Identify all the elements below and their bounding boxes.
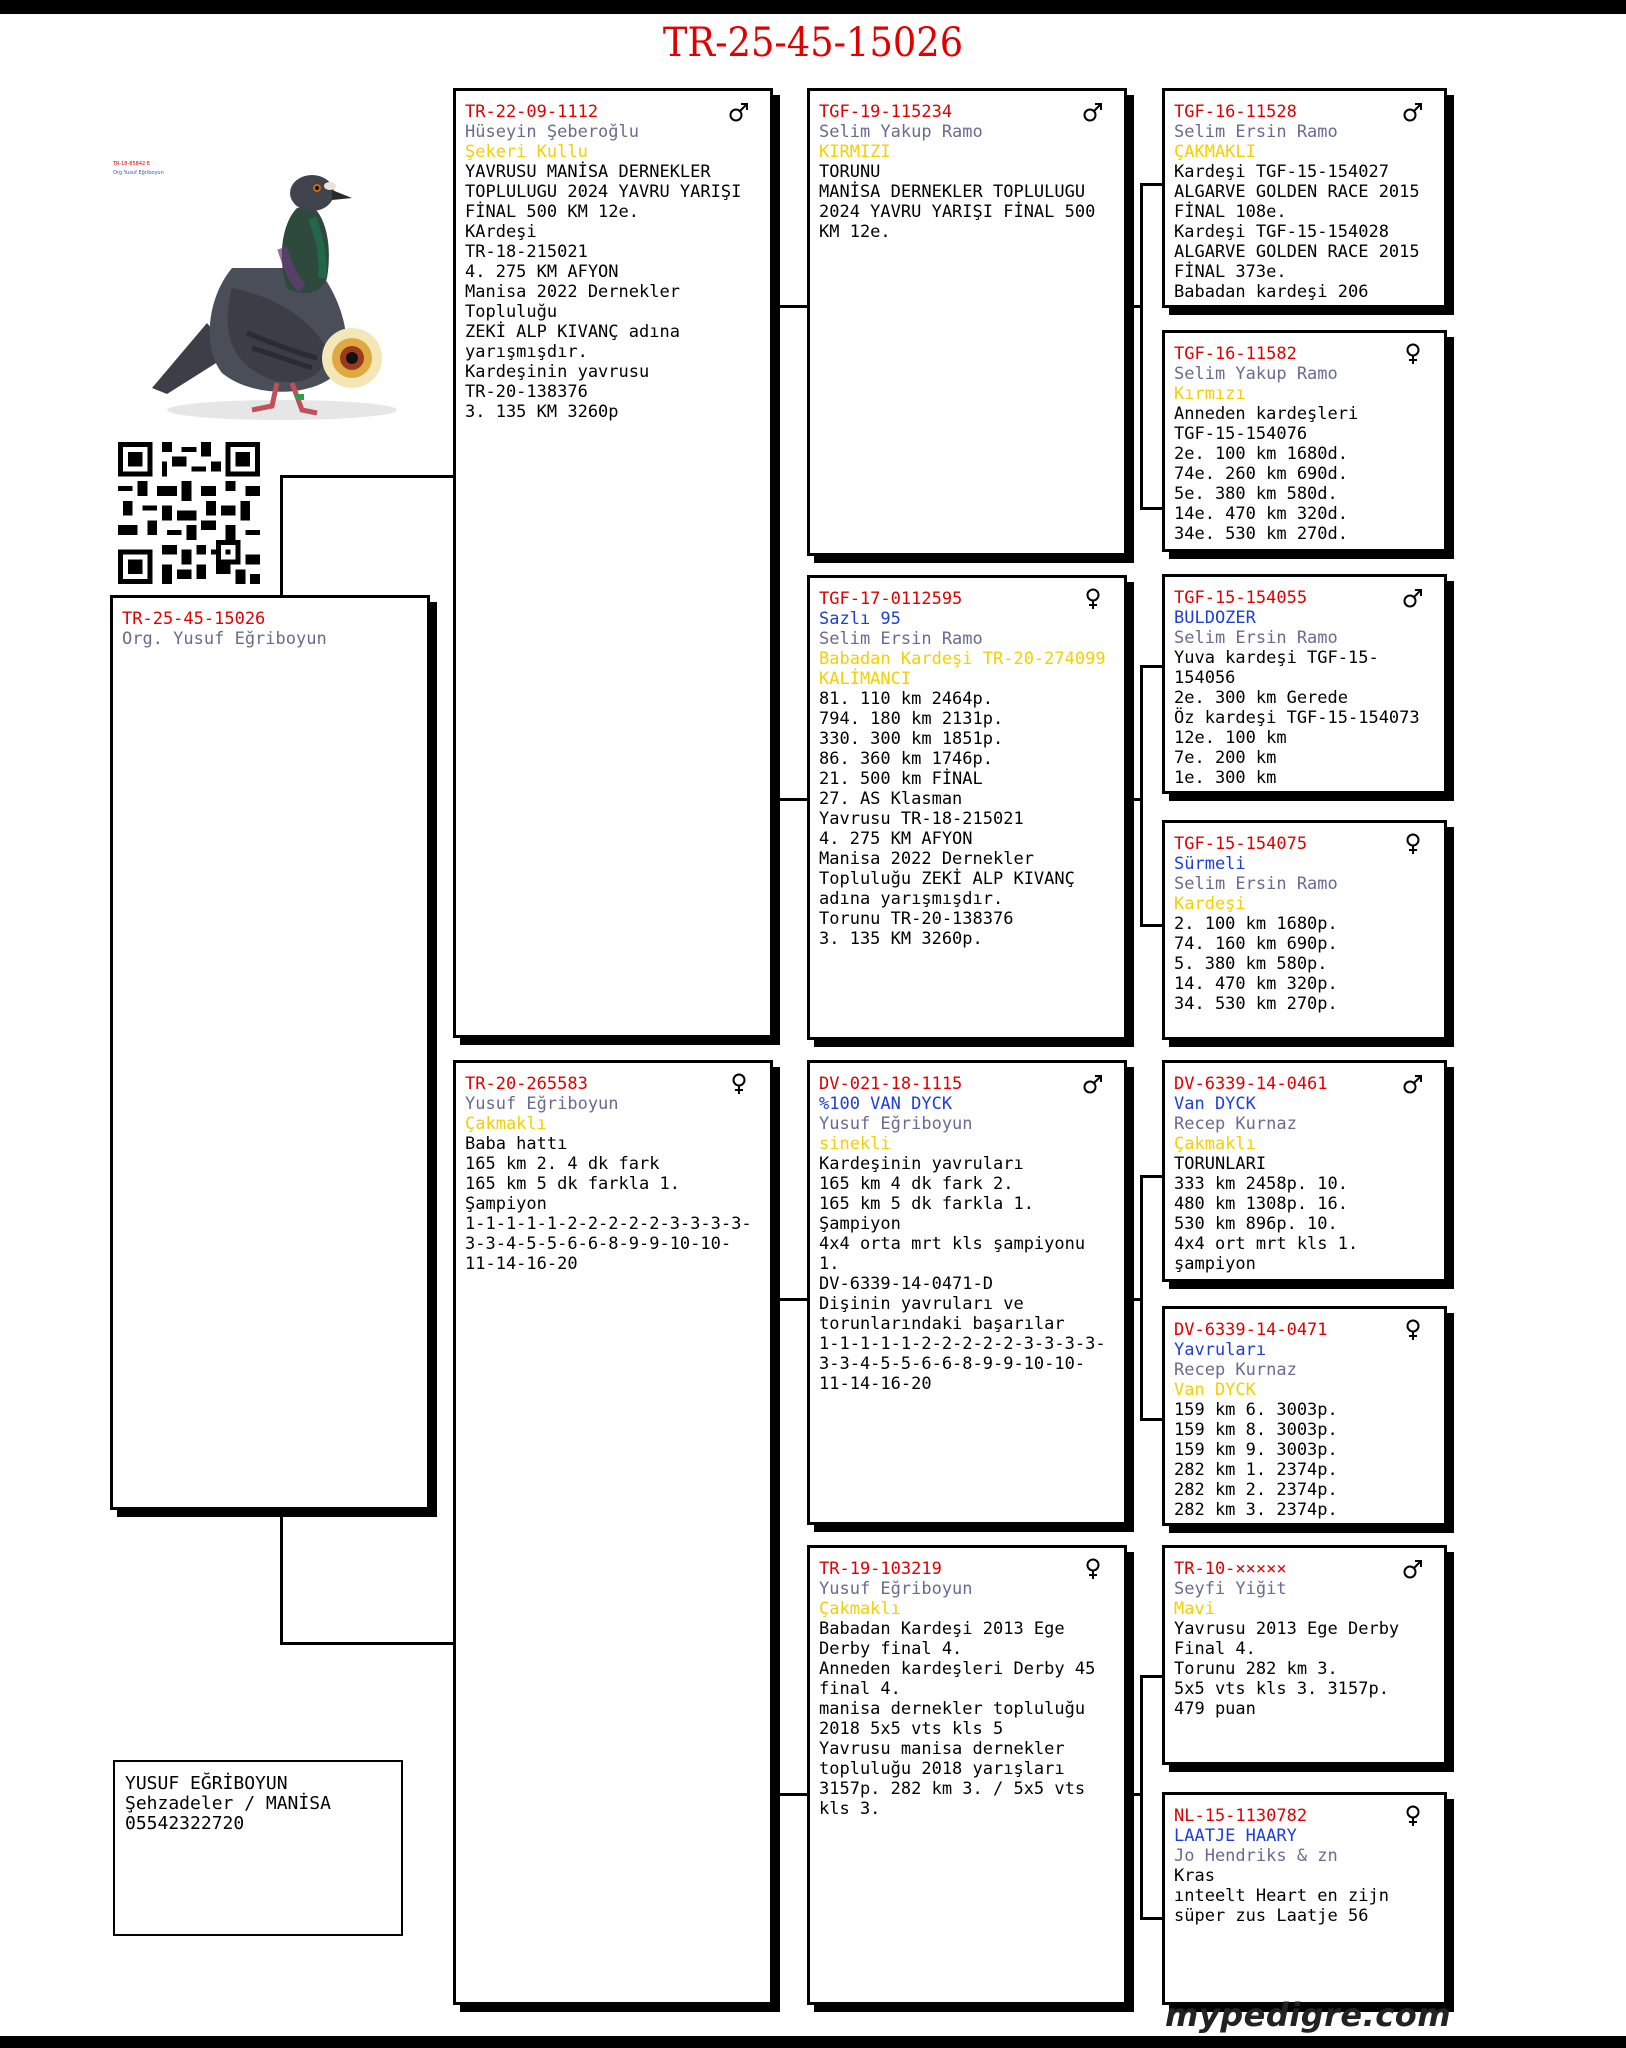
pedigree-line: Mavi — [1174, 1599, 1215, 1619]
pedigree-line: 4x4 orta mrt kls şampiyonu 1. — [819, 1234, 1096, 1274]
male-symbol-icon — [1402, 1073, 1424, 1095]
pedigree-line: 794. 180 km 2131p. — [819, 709, 1004, 729]
pedigree-line: TORUNLARI — [1174, 1154, 1267, 1174]
pedigree-line: 165 km 5 dk farkla 1. — [819, 1194, 1034, 1214]
pedigree-line: 479 puan — [1174, 1699, 1256, 1719]
dd-sire-box[interactable] — [1162, 1545, 1447, 1765]
pedigree-line: 12e. 100 km — [1174, 728, 1287, 748]
sd-sire-box[interactable] — [1162, 574, 1447, 794]
bottom-border — [0, 2036, 1626, 2048]
connector-sire-bracket-bottom — [776, 798, 808, 801]
pedigree-line: 5. 380 km 580p. — [1174, 954, 1328, 974]
page-title: TR-25-45-15026 — [662, 20, 964, 66]
ds-sire-box[interactable] — [1162, 1060, 1447, 1282]
male-symbol-icon — [1082, 101, 1104, 123]
connector-subject-to-dam — [280, 1514, 283, 1644]
pedigree-line: ınteelt Heart en zijn — [1174, 1886, 1389, 1906]
pedigree-line: Şampiyon — [465, 1194, 547, 1214]
pedigree-line: Dişinin yavruları ve torunlarındaki başarılar — [819, 1294, 1065, 1334]
pedigree-line: Selim Ersin Ramo — [1174, 122, 1338, 142]
sd-dam-box[interactable] — [1162, 820, 1447, 1040]
ring-number: DV-021-18-1115 — [819, 1074, 963, 1094]
pedigree-line: Manisa 2022 Dernekler Topluluğu — [465, 282, 691, 322]
ring-number: TR-20-265583 — [465, 1074, 588, 1094]
pedigree-line: 74e. 260 km 690d. — [1174, 464, 1348, 484]
pedigree-line: Yavruları — [1174, 1340, 1267, 1360]
pedigree-line: Hüseyin Şeberoğlu — [465, 122, 639, 142]
pedigree-line: Manisa 2022 Dernekler Topluluğu ZEKİ ALP KIVANÇ adına yarışmışdır. — [819, 849, 1086, 909]
photo-caption — [113, 160, 164, 178]
pedigree-line: 2e. 300 km Gerede — [1174, 688, 1348, 708]
ring-number: TGF-16-11528 — [1174, 102, 1297, 122]
pedigree-line: KIRMIZI — [819, 142, 891, 162]
ring-number: TGF-17-0112595 — [819, 589, 963, 609]
pedigree-line: şampiyon — [1174, 1254, 1256, 1274]
ring-number: TR-22-09-1112 — [465, 102, 599, 122]
ds-dam-box[interactable] — [1162, 1306, 1447, 1526]
pedigree-line: 530 km 896p. 10. — [1174, 1214, 1338, 1234]
female-symbol-icon — [728, 1073, 750, 1095]
pedigree-line: BULDOZER — [1174, 608, 1256, 628]
pedigree-line: Babadan kardeşi 206 — [1174, 282, 1369, 302]
ring-number: TGF-15-154075 — [1174, 834, 1308, 854]
pedigree-line: Selim Ersin Ramo — [1174, 628, 1338, 648]
pedigree-line: Çakmaklı — [1174, 1134, 1256, 1154]
pedigree-line: Anneden kardeşleri — [1174, 404, 1359, 424]
pedigree-line: TGF-15-154076 — [1174, 424, 1308, 444]
female-symbol-icon — [1402, 343, 1424, 365]
pedigree-line: Torunu TR-20-138376 — [819, 909, 1014, 929]
pedigree-line: KArdeşi — [465, 222, 537, 242]
pigeon-illustration — [112, 148, 402, 438]
ring-number: DV-6339-14-0471 — [1174, 1320, 1328, 1340]
pedigree-line: 480 km 1308p. 16. — [1174, 1194, 1348, 1214]
dam-box[interactable] — [453, 1060, 773, 2005]
pedigree-line: 21. 500 km FİNAL — [819, 769, 983, 789]
pedigree-line: Yusuf Eğriboyun — [819, 1579, 973, 1599]
pedigree-line: 159 km 6. 3003p. — [1174, 1400, 1338, 1420]
pedigree-line: 34e. 530 km 270d. — [1174, 524, 1348, 544]
sire-box[interactable] — [453, 88, 773, 1038]
pedigree-line: Baba hattı — [465, 1134, 568, 1154]
pedigree-line: MANİSA DERNEKLER TOPLULUGU 2024 YAVRU YARIŞI FİNAL 500 KM 12e. — [819, 182, 1106, 242]
pedigree-line: 282 km 1. 2374p. — [1174, 1460, 1338, 1480]
pedigree-line: 81. 110 km 2464p. — [819, 689, 993, 709]
connector-dd-mid — [1126, 1793, 1143, 1796]
ring-number: TR-10-××××× — [1174, 1559, 1287, 1579]
pedigree-line: 5x5 vts kls 3. 3157p. — [1174, 1679, 1389, 1699]
pedigree-line: Jo Hendriks & zn — [1174, 1846, 1338, 1866]
pedigree-line: Yusuf Eğriboyun — [465, 1094, 619, 1114]
male-symbol-icon — [728, 101, 750, 123]
pedigree-line: Yavrusu manisa dernekler topluluğu 2018 yarışları 3157p. 282 km 3. / 5x5 vts kls 3. — [819, 1739, 1096, 1819]
breeder-name: YUSUF EĞRİBOYUN — [125, 1773, 288, 1794]
pedigree-line: %100 VAN DYCK — [819, 1094, 953, 1114]
ring-number: TGF-19-115234 — [819, 102, 953, 122]
ring-number: DV-6339-14-0461 — [1174, 1074, 1328, 1094]
dd-dam-box[interactable] — [1162, 1792, 1447, 2005]
male-symbol-icon — [1402, 587, 1424, 609]
pedigree-line: Sürmeli — [1174, 854, 1246, 874]
female-symbol-icon — [1402, 1805, 1424, 1827]
pedigree-line: 3. 135 KM 3260p — [465, 402, 619, 422]
connector-sd-bottom — [1140, 924, 1164, 927]
pedigree-line: ALGARVE GOLDEN RACE 2015 FİNAL 373e. — [1174, 242, 1430, 282]
pigeon-photo — [112, 148, 402, 438]
pedigree-line: Yusuf Eğriboyun — [819, 1114, 973, 1134]
male-symbol-icon — [1402, 1558, 1424, 1580]
pedigree-line: ZEKİ ALP KIVANÇ adına yarışmışdır. — [465, 322, 691, 362]
pedigree-line: Çakmaklı — [465, 1114, 547, 1134]
photo-caption-owner: Org.Yusuf Eğriboyun — [113, 170, 164, 176]
pedigree-line: süper zus Laatje 56 — [1174, 1906, 1369, 1926]
pedigree-line: 330. 300 km 1851p. — [819, 729, 1004, 749]
connector-sire-bracket-top — [776, 305, 808, 308]
connector-dam-bracket — [776, 1298, 779, 1795]
pedigree-line: Van DYCK — [1174, 1380, 1256, 1400]
connector-subject-to-sire-h — [280, 475, 455, 478]
ring-number: TGF-16-11582 — [1174, 344, 1297, 364]
connector-dam-bracket-top — [776, 1298, 808, 1301]
pedigree-line: Yuva kardeşi TGF-15-154056 — [1174, 648, 1379, 688]
breeder-location: Şehzadeler / MANİSA — [125, 1793, 331, 1814]
pedigree-line: DV-6339-14-0471-D — [819, 1274, 993, 1294]
pedigree-line: 2e. 100 km 1680d. — [1174, 444, 1348, 464]
pedigree-line: 2. 100 km 1680p. — [1174, 914, 1338, 934]
sire-dam-box[interactable] — [807, 575, 1127, 1040]
pedigree-line: Selim Yakup Ramo — [1174, 364, 1338, 384]
pedigree-line: Recep Kurnaz — [1174, 1360, 1297, 1380]
pedigree-line: Kardeşi TGF-15-154027 — [1174, 162, 1389, 182]
connector-dd-top — [1140, 1675, 1164, 1678]
pedigree-line: manisa dernekler topluluğu 2018 5x5 vts kls 5 — [819, 1699, 1096, 1739]
connector-subject-to-sire — [280, 475, 283, 596]
pedigree-line: 7e. 200 km — [1174, 748, 1277, 768]
pedigree-line: Sazlı 95 — [819, 609, 901, 629]
pedigree-line: 34. 530 km 270p. — [1174, 994, 1338, 1014]
female-symbol-icon — [1082, 1558, 1104, 1580]
site-watermark[interactable]: mypedigre.com — [1165, 1996, 1452, 2034]
pedigree-line: Selim Ersin Ramo — [1174, 874, 1338, 894]
pedigree-line: Van DYCK — [1174, 1094, 1256, 1114]
pedigree-line: Yavrusu TR-18-215021 — [819, 809, 1024, 829]
pedigree-line: 3. 135 KM 3260p. — [819, 929, 983, 949]
pedigree-line: 14e. 470 km 320d. — [1174, 504, 1348, 524]
pedigree-line: Selim Yakup Ramo — [819, 122, 983, 142]
pedigree-line: 282 km 3. 2374p. — [1174, 1500, 1338, 1520]
pedigree-line: Selim Ersin Ramo — [819, 629, 983, 649]
connector-dd-bottom — [1140, 1917, 1164, 1920]
ring-number: TGF-15-154055 — [1174, 588, 1308, 608]
pedigree-line: Kras — [1174, 1866, 1215, 1886]
connector-sd-top — [1140, 665, 1164, 668]
pedigree-line: KALİMANCI — [819, 669, 912, 689]
connector-ss-top — [1140, 183, 1164, 186]
ring-number: TR-19-103219 — [819, 1559, 942, 1579]
pedigree-line: 4. 275 KM AFYON — [465, 262, 619, 282]
pedigree-line: 165 km 5 dk farkla 1. — [465, 1174, 680, 1194]
pedigree-line: 1-1-1-1-1-2-2-2-2-2-3-3-3-3-3-3-4-5-5-6-6-8-9-9-10-10-11-14-16-20 — [465, 1214, 752, 1274]
connector-ss-bracket — [1140, 183, 1143, 510]
subject-owner: Org. Yusuf Eğriboyun — [122, 629, 327, 649]
sire-sire-box[interactable] — [807, 88, 1127, 556]
connector-ds-mid — [1126, 1298, 1143, 1301]
pedigree-line: 165 km 2. 4 dk fark — [465, 1154, 660, 1174]
pedigree-line: Kardeşi — [1174, 894, 1246, 914]
pedigree-line: Anneden kardeşleri Derby 45 final 4. — [819, 1659, 1106, 1699]
pedigree-line: Kardeşi TGF-15-154028 — [1174, 222, 1389, 242]
pedigree-line: 14. 470 km 320p. — [1174, 974, 1338, 994]
pedigree-line: 5e. 380 km 580d. — [1174, 484, 1338, 504]
pedigree-line: Şekeri Kullu — [465, 142, 588, 162]
pedigree-line: 282 km 2. 2374p. — [1174, 1480, 1338, 1500]
pedigree-line: 4. 275 KM AFYON — [819, 829, 973, 849]
pedigree-line: 4x4 ort mrt kls 1. — [1174, 1234, 1359, 1254]
photo-caption-ring: TR-18-85842 E — [113, 161, 150, 167]
pedigree-line: 74. 160 km 690p. — [1174, 934, 1338, 954]
female-symbol-icon — [1402, 833, 1424, 855]
ss-sire-box[interactable] — [1162, 88, 1447, 308]
pedigree-line: 159 km 9. 3003p. — [1174, 1440, 1338, 1460]
connector-ss-bottom — [1140, 507, 1164, 510]
pedigree-line: TR-18-215021 — [465, 242, 588, 262]
connector-dam-bracket-bottom — [776, 1793, 808, 1796]
pedigree-line: Şampiyon — [819, 1214, 901, 1234]
pedigree-line: ÇAKMAKLI — [1174, 142, 1256, 162]
pedigree-line: Seyfi Yiğit — [1174, 1579, 1287, 1599]
female-symbol-icon — [1082, 588, 1104, 610]
breeder-contact-box — [113, 1760, 403, 1936]
pedigree-line: 333 km 2458p. 10. — [1174, 1174, 1348, 1194]
pedigree-line: LAATJE HAARY — [1174, 1826, 1297, 1846]
pedigree-line: Öz kardeşi TGF-15-154073 — [1174, 708, 1420, 728]
subject-box[interactable] — [110, 595, 430, 1510]
connector-sd-mid — [1126, 798, 1143, 801]
connector-dd-bracket — [1140, 1675, 1143, 1920]
pedigree-line: Yavrusu 2013 Ege Derby Final 4. — [1174, 1619, 1410, 1659]
female-symbol-icon — [1402, 1319, 1424, 1341]
pedigree-line: Çakmaklı — [819, 1599, 901, 1619]
pedigree-line: Recep Kurnaz — [1174, 1114, 1297, 1134]
male-symbol-icon — [1402, 101, 1424, 123]
pedigree-line: YAVRUSU MANİSA DERNEKLER TOPLULUGU 2024 YAVRU YARIŞI FİNAL 500 KM 12e. — [465, 162, 752, 222]
connector-subject-to-dam-h — [280, 1642, 455, 1645]
pedigree-line: sinekli — [819, 1134, 891, 1154]
pedigree-line: Babadan Kardeşi 2013 Ege Derby final 4. — [819, 1619, 1075, 1659]
pedigree-line: Torunu 282 km 3. — [1174, 1659, 1338, 1679]
dam-sire-box[interactable] — [807, 1060, 1127, 1525]
pedigree-line: Kardeşinin yavrusu — [465, 362, 650, 382]
pedigree-line: Kırmızı — [1174, 384, 1246, 404]
ss-dam-box[interactable] — [1162, 330, 1447, 552]
ring-number: NL-15-1130782 — [1174, 1806, 1308, 1826]
connector-ds-bottom — [1140, 1418, 1164, 1421]
subject-ring: TR-25-45-15026 — [122, 609, 266, 629]
pedigree-line: 27. AS Klasman — [819, 789, 963, 809]
pedigree-line: TR-20-138376 — [465, 382, 588, 402]
qr-code[interactable] — [118, 442, 260, 584]
pedigree-line: Babadan Kardeşi TR-20-274099 — [819, 649, 1106, 669]
male-symbol-icon — [1082, 1073, 1104, 1095]
connector-ss-mid — [1126, 305, 1143, 308]
pedigree-line: ALGARVE GOLDEN RACE 2015 FİNAL 108e. — [1174, 182, 1430, 222]
pedigree-line: TORUNU — [819, 162, 881, 182]
pedigree-line: Kardeşinin yavruları — [819, 1154, 1024, 1174]
pedigree-line: 86. 360 km 1746p. — [819, 749, 993, 769]
dam-dam-box[interactable] — [807, 1545, 1127, 2005]
breeder-phone: 05542322720 — [125, 1813, 245, 1834]
connector-ds-top — [1140, 1175, 1164, 1178]
pedigree-line: 1-1-1-1-1-2-2-2-2-2-3-3-3-3-3-3-4-5-5-6-6-8-9-9-10-10-11-14-16-20 — [819, 1334, 1106, 1394]
pedigree-line: 165 km 4 dk fark 2. — [819, 1174, 1014, 1194]
pedigree-line: 159 km 8. 3003p. — [1174, 1420, 1338, 1440]
pedigree-line: 1e. 300 km — [1174, 768, 1277, 788]
connector-sd-bracket — [1140, 665, 1143, 927]
